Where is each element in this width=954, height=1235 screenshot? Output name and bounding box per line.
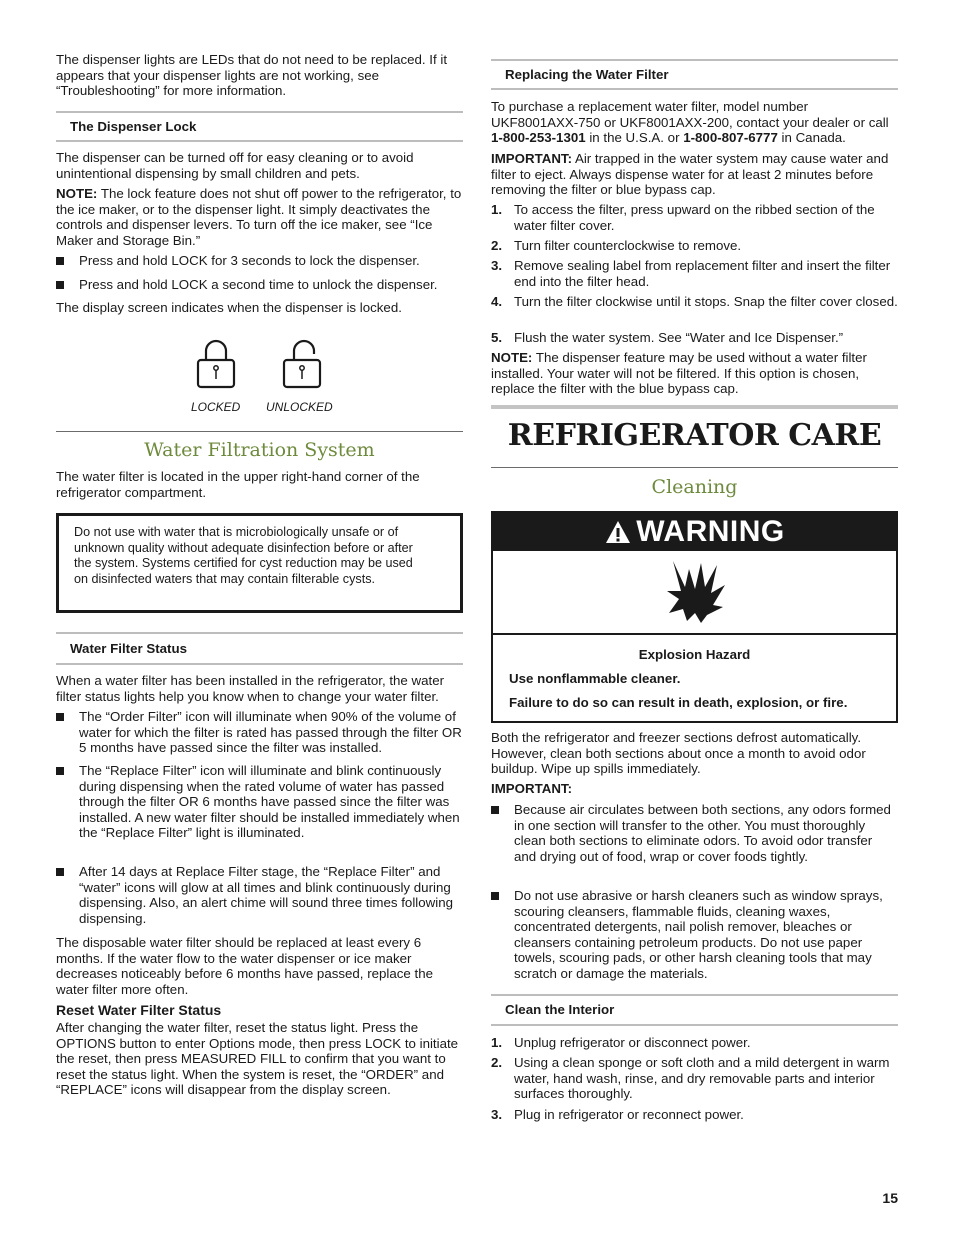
step-number: 3. (491, 1107, 503, 1122)
section-divider (491, 405, 898, 409)
step-text: Turn the filter clockwise until it stops. Snap the filter cover closed. (514, 294, 898, 309)
replace-step (491, 238, 898, 254)
step-text: To access the filter, press upward on the ribbed section of the water filter cover. (514, 202, 875, 233)
purchase-paragraph (491, 99, 898, 146)
step-number: 2. (491, 1055, 503, 1070)
step-number: 1. (491, 1035, 503, 1050)
step-number: 5. (491, 330, 503, 345)
explosion-icon (665, 557, 729, 625)
step-text: Flush the water system. See “Water and Ice Dispenser.” (514, 330, 844, 345)
bullet-square-icon (56, 281, 64, 289)
step-text: Plug in refrigerator or reconnect power. (514, 1107, 744, 1122)
bullet-text: After 14 days at Replace Filter stage, the “Replace Filter” and “water” icons will glow at all times and blink continuously during dispensing. Also, an alert chime will sound three times following dispensing. (79, 864, 453, 926)
disposable-filter-paragraph: The disposable water filter should be replaced at least every 6 months. If the water flow to the water dispenser or ice maker decreases noticeably before 6 months have passed, replace the water filter more often. (56, 935, 433, 997)
status-bullet (56, 709, 463, 756)
important-label: IMPORTANT: (491, 151, 573, 166)
cleaning-bullet (491, 888, 898, 982)
important-text: Air trapped in the water system may cause water and filter to eject. Always dispense water for at least 2 minutes before removing the filter or blue bypass cap. (491, 151, 889, 198)
replace-step (491, 202, 898, 233)
purchase-text: To purchase a replacement water filter, model number UKF8001AXX-750 or UKF8001AXX-200, contact your dealer or call (491, 99, 889, 130)
bullet-square-icon (56, 767, 64, 775)
section-divider (56, 431, 463, 432)
step-number: 4. (491, 294, 503, 309)
bullet-text: Press and hold LOCK a second time to unlock the dispenser. (79, 277, 438, 292)
locked-label: LOCKED (191, 400, 241, 414)
section-divider (491, 467, 898, 468)
lock-bullet (56, 253, 463, 269)
cleaning-heading: Cleaning (651, 476, 738, 498)
note-text: The dispenser feature may be used without a water filter installed. Your water will not be filtered. If this option is chosen, replace the filter with the blue bypass cap. (491, 350, 867, 397)
replacing-heading-text: Replacing the Water Filter (505, 66, 669, 82)
step-text: Remove sealing label from replacement filter and insert the filter end into the filter head. (514, 258, 891, 289)
us-phone-number: 1-800-253-1301 (491, 130, 586, 146)
lock-bullet (56, 277, 463, 293)
replacing-filter-heading (491, 59, 898, 90)
unlocked-label: UNLOCKED (266, 400, 333, 414)
notice-text: Do not use with water that is microbiologically unsafe or of unknown quality without adequate disinfection before or after the system. Systems certified for cyst reduction may be used on disinfected waters that may contain filterable cysts. (74, 525, 413, 586)
filtration-paragraph: The water filter is located in the upper right-hand corner of the refrigerator compartment. (56, 469, 420, 500)
step-number: 1. (491, 202, 503, 217)
warning-divider (493, 633, 896, 635)
refrigerator-care-title: REFRIGERATOR CARE (507, 418, 882, 453)
led-intro-paragraph: The dispenser lights are LEDs that do not need to be replaced. If it appears that your dispenser lights are not working, see “Troubleshooting” for more information. (56, 52, 448, 99)
canada-phone-number: 1-800-807-6777 (683, 130, 778, 146)
page-number: 15 (882, 1190, 898, 1206)
status-bullet (56, 864, 463, 926)
interior-step (491, 1035, 898, 1051)
reset-status-heading: Reset Water Filter Status (56, 1002, 222, 1018)
interior-step (491, 1055, 898, 1102)
step-text: Using a clean sponge or soft cloth and a mild detergent in warm water, hand wash, rinse, and dry removable parts and interior surfaces thoroughly. (514, 1055, 890, 1102)
step-number: 3. (491, 258, 503, 273)
purchase-text: in the U.S.A. or (585, 130, 684, 146)
explosion-hazard-label: Explosion Hazard (638, 647, 751, 662)
bullet-square-icon (491, 806, 499, 814)
purchase-text: in Canada. (777, 130, 846, 146)
replace-step (491, 258, 898, 289)
bullet-text: Press and hold LOCK for 3 seconds to lock the dispenser. (79, 253, 420, 268)
important-paragraph (491, 151, 898, 198)
bullet-text: The “Order Filter” icon will illuminate when 90% of the volume of water for which the filter is rated has passed through the filter OR 5 months have passed since the filter was installed. (79, 709, 462, 756)
bullet-square-icon (56, 257, 64, 265)
lock-note (56, 186, 463, 248)
bullet-square-icon (56, 868, 64, 876)
cleaning-bullet (491, 802, 898, 864)
defrost-paragraph: Both the refrigerator and freezer sections defrost automatically. However, clean both sections about once a month to avoid odor buildup. Wipe up spills immediately. (491, 730, 866, 777)
warning-consequence: Failure to do so can result in death, explosion, or fire. (509, 695, 848, 710)
warning-title: WARNING (636, 515, 785, 549)
padlock-locked-icon (196, 338, 236, 390)
step-text: Unplug refrigerator or disconnect power. (514, 1035, 751, 1050)
water-filter-status-heading (56, 632, 463, 665)
warning-instruction: Use nonflammable cleaner. (509, 671, 681, 686)
interior-step (491, 1107, 898, 1123)
bullet-text: The “Replace Filter” icon will illuminate and blink continuously during dispensing when the rated volume of water has passed through the filter OR 6 months have passed since the filter was installed. A new water filter should be installed immediately when the “Replace Filter” light is illuminated. (79, 763, 460, 841)
status-paragraph: When a water filter has been installed in the refrigerator, the water filter status lights help you know when to change your water filter. (56, 673, 445, 704)
warning-banner (493, 513, 896, 551)
water-quality-notice-box (56, 513, 463, 613)
warning-box (491, 511, 898, 723)
bullet-text: Because air circulates between both sections, any odors formed in one section will transfer to the other. You must thoroughly clean both sections to eliminate odors. To avoid odor transfer and drying out of food, wrap or cover foods tightly. (514, 802, 891, 864)
replace-step (491, 294, 898, 310)
dispenser-lock-heading-text: The Dispenser Lock (70, 118, 197, 134)
step-number: 2. (491, 238, 503, 253)
status-bullet (56, 763, 463, 841)
bullet-square-icon (491, 892, 499, 900)
note-label: NOTE: (56, 186, 98, 201)
note-label: NOTE: (491, 350, 533, 365)
step-text: Turn filter counterclockwise to remove. (514, 238, 742, 253)
water-filtration-heading: Water Filtration System (144, 439, 375, 461)
lock-paragraph: The dispenser can be turned off for easy cleaning or to avoid unintentional dispensing by small children and pets. (56, 150, 414, 181)
note-text: The lock feature does not shut off power to the refrigerator, to the ice maker, or to the dispenser light. It simply deactivates the controls and dispenser levers. To turn off the ice maker, see “Ice Maker and Storage Bin.” (56, 186, 462, 248)
bypass-note (491, 350, 898, 397)
lock-display-paragraph: The display screen indicates when the dispenser is locked. (56, 300, 402, 315)
important-label-2: IMPORTANT: (491, 781, 573, 796)
clean-interior-heading (491, 994, 898, 1026)
dispenser-lock-heading (56, 111, 463, 142)
clean-interior-heading-text: Clean the Interior (505, 1002, 615, 1018)
status-heading-text: Water Filter Status (70, 640, 187, 656)
replace-step (491, 330, 898, 346)
padlock-unlocked-icon (280, 338, 322, 390)
warning-triangle-icon (604, 519, 632, 545)
reset-paragraph: After changing the water filter, reset the status light. Press the OPTIONS button to enter Options mode, then press LOCK to initiate the reset, then press MEASURED FILL to confirm that you want to reset the status light. When the system is reset, the “ORDER” and “REPLACE” icons will disappear from the display screen. (56, 1020, 459, 1098)
bullet-text: Do not use abrasive or harsh cleaners such as window sprays, scouring cleansers, flammable fluids, cleaning waxes, concentrated detergents, nail polish remover, bleaches or cleansers containing petroleum products. Do not use paper towels, scouring pads, or other harsh cleaning tools that may scratch or damage the materials. (514, 888, 883, 981)
bullet-square-icon (56, 713, 64, 721)
